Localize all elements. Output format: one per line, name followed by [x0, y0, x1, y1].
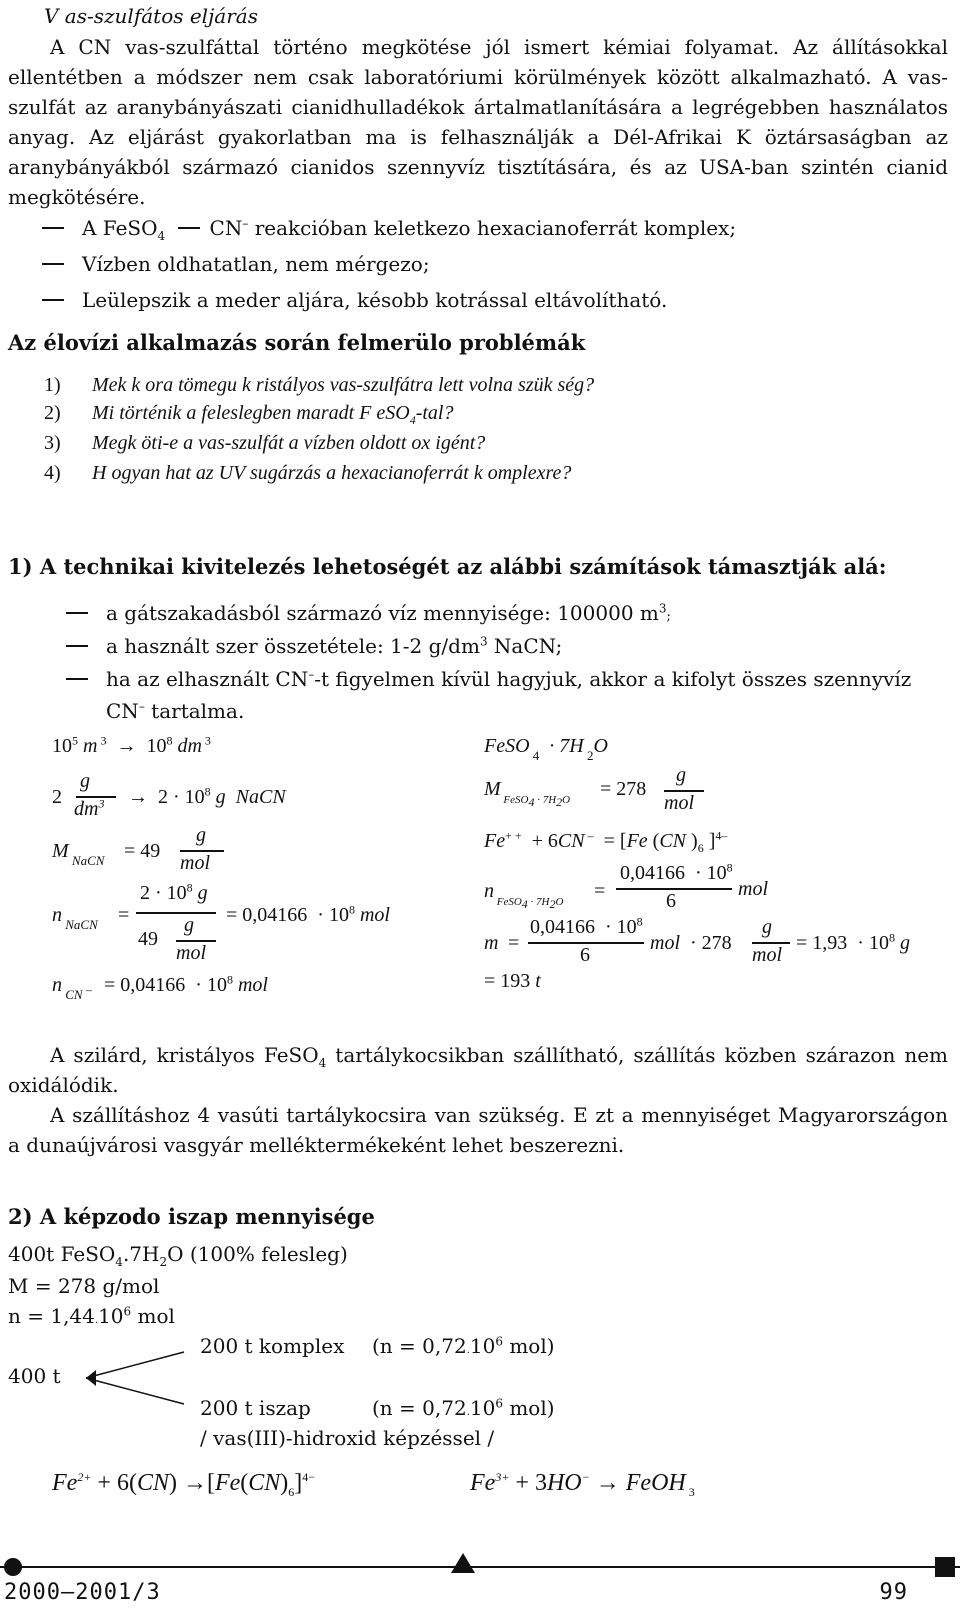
sludge-line-2: M = 278 g/mol: [8, 1274, 160, 1298]
problem-item: 3) Megk öti-e a vas-szulfát a vízben oldott ox igént?: [44, 432, 486, 454]
branch-complex-moles: ($n = 0,72.10^6$ mol): [372, 1334, 555, 1358]
problem-item: 1) Mek k ora tömegu k ristályos vas-szulfátra lett volna szük ség?: [44, 374, 595, 396]
supply-paragraph: A szállításhoz 4 vasúti tartálykocsira van szükség. E zt a mennyiséget Magyarországon a dunaújvárosi vasgyár melléktermékeként lehet beszerezni.: [8, 1103, 948, 1157]
problem-item: 4) H ogyan hat az UV sugárzás a hexacianoferrát k omplexre?: [44, 462, 572, 484]
eq-hydroxide-formation: $Fe^{3+} + 3HO^-$ → FeOH $_3$: [470, 1470, 695, 1499]
dash-icon: [42, 299, 64, 301]
calc-bullet-3-cont: CN– tartalma.: [106, 699, 245, 723]
eq-molar-mass: M $_{NaCN}$: [52, 840, 105, 868]
section-title: V as-szulfátos eljárás: [44, 4, 258, 28]
bullet-1: A FeSO$_4$ CN– reakcióban keletkezo hexacianoferrát komplex;: [42, 213, 736, 243]
dash-icon: [66, 645, 88, 647]
dash-icon: [42, 263, 64, 265]
dash-icon: [178, 227, 200, 229]
sludge-line-3: $n = 1,44.10^6$ mol: [8, 1304, 175, 1328]
branch-sludge-moles: ($n = 0,72.10^6$ mol): [372, 1396, 555, 1420]
branch-sludge: 200 t iszap: [200, 1396, 311, 1420]
calc-bullet-3: ha az elhasznált CN–-t figyelmen kívül hagyjuk, akkor a kifolyt összes szennyvíz: [66, 664, 911, 694]
eq-formula-mass: M $_{FeSO_4 \cdot 7H_2O}$: [484, 778, 571, 810]
bullet-2: Vízben oldhatatlan, nem mérgezo;: [42, 249, 430, 279]
eq-complex-reaction: Fe+ + + 6CN – = [Fe (CN )$_6$ ]$^{4-}$: [484, 828, 728, 855]
calc-heading: 1) A technikai kivitelezés lehetoségét az alábbi számítások támasztják alá:: [8, 554, 887, 579]
problems-heading: Az élovízi alkalmazás során felmerülo problémák: [8, 330, 586, 355]
eq-mass: m: [484, 932, 499, 954]
eq-conc-result: → $2 \cdot 10^8$ g NaCN: [128, 784, 286, 808]
eq-volume: $10^5$ m $^3 \to 10^8$ dm $^3$: [52, 733, 211, 757]
sludge-heading: 2) A képzodo iszap mennyisége: [8, 1204, 375, 1229]
footer-rule: [0, 1566, 960, 1568]
branch-note: / vas(III)-hidroxid képzéssel /: [200, 1426, 495, 1450]
dash-icon: [66, 678, 88, 680]
eq-formula: FeSO $_4$ · 7H $_2$O: [484, 735, 608, 763]
eq-moles: n $_{NaCN}$: [52, 904, 98, 932]
dash-icon: [66, 612, 88, 614]
eq-mass-tons: = 193 t: [484, 970, 541, 992]
circle-marker-icon: [2, 1556, 24, 1578]
square-marker-icon: [934, 1556, 956, 1578]
calc-bullet-1: a gátszakadásból származó víz mennyisége: 100000 $m^3$;: [66, 598, 671, 632]
calc-bullet-2: a használt szer összetétele: 1-2 $g/dm^3$ NaCN;: [66, 631, 562, 661]
eq-formula-moles: n $_{FeSO_4 \cdot 7H_2O}$: [484, 880, 564, 912]
eq-cn-moles: n $_{CN ^-}$: [52, 974, 92, 1002]
problem-item: 2) Mi történik a feleslegben maradt F eSO$_4$-tal?: [44, 402, 454, 427]
branch-total: 400 t: [8, 1364, 61, 1388]
branch-complex: 200 t komplex: [200, 1334, 345, 1358]
eq-complex-formation: $Fe^{2+} + 6(CN) \to[Fe(CN)_6]^{4-}$: [52, 1470, 316, 1499]
footer-page-number: 99: [879, 1580, 908, 1605]
page: V as-szulfátos eljárás A CN vas-szulfáttal történo megkötése jól ismert kémiai folyamat. Az állításokkal ellentétben a módszer nem csak laboratóriumi körülmények között alkalmazható. A vas-szulfát az aranybányászati cianidhulladékok ártalmatlanítására a legrégebben használatos anyag. Az eljárást gyakorlatban ma is felhasználják a Dél-Afrikai K öztársaságban az aranybányákból származó cianidos szennyvíz tisztítására, és az USA-ban szintén cianid megkötésére. A FeSO$_4$ CN– reakcióban keletkezo hexacianoferrát komplex; Vízben oldhatatlan, nem mérgezo; Leülepszik a meder aljára, késobb kotrással eltávolítható. Az élovízi alkalmazás során felmerülo problémák 1) Mek k ora tömegu k ristályos vas-szulfátra lett volna szük ség? 2) Mi történik a feleslegben maradt F eSO$_4$-tal? 3) Megk öti-e a vas-szulfát a vízben oldott ox igént? 4) H ogyan hat az UV sugárzás a hexacianoferrát k omplexre? 1) A technikai kivitelezés lehetoségét az alábbi számítások támasztják alá: a gátszakadásból származó víz mennyisége: 100000 $m^3$; a használt szer összetétele: 1-2 $g/dm^3$ NaCN; ha az elhasznált CN–-t figyelmen kívül hagyjuk, akkor a kifolyt összes szennyvíz CN– tartalma. $10^5$ m $^3 \to 10^8$ dm $^3$ 2 g $dm^3$ → $2 \cdot 10^8$ g NaCN M $_{NaCN}$ = 49 g mol n $_{NaCN}$ = $2 \cdot 10^8$ g 49 g mol = $0,04166 \cdot 10^8$ mol n $_{CN ^-}$ = $0,04166 \cdot 10^8$ mol FeSO $_4$ · 7H $_2$O M $_{FeSO_4 \cdot 7H_2O}$ = 278 g mol Fe+ + + 6CN – = [Fe (CN )$_6$ ]$^{4-}$ n $_{FeSO_4 \cdot 7H_2O}$ = $0,04166 \cdot 10^8$ 6 mol m = $0,04166 \cdot 10^8$ 6 mol · 278 g mol = $1,93 \cdot 10^8$ g = 193 t A szilárd, kristályos FeSO$_4$ tartálykocsikban szállítható, szállítás közben szárazon nem oxidálódik. A szállításhoz 4 vasúti tartálykocsira van szükség. E zt a mennyiséget Magyarországon a dunaújvárosi vasgyár melléktermékeként lehet beszerezni. 2) A képzodo iszap mennyisége 400t $FeSO_4.7H_2O$ (100% felesleg) M = 278 g/mol $n = 1,44.10^6$ mol 200 t komplex ($n = 0,72.10^6$ mol) 400 t 200 t iszap ($n = 0,72.10^6$ mol) / vas(III)-hidroxid képzéssel / $Fe^{2+} + 6(CN) \to[Fe(CN)_6]^{4-}$ $Fe^{3+} + 3HO^-$ → FeOH $_3$ 2000–2001/3 99: [0, 0, 960, 1616]
branch-arrows-icon: [80, 1348, 190, 1408]
triangle-marker-icon: [450, 1552, 476, 1574]
transport-paragraph: A szilárd, kristályos FeSO$_4$ tartálykocsikban szállítható, szállítás közben szárazon nem oxidálódik.: [8, 1043, 949, 1097]
dash-icon: [42, 227, 64, 229]
footer-issue: 2000–2001/3: [4, 1580, 161, 1605]
eq-conc-num: 2: [52, 786, 62, 808]
bullet-3: Leülepszik a meder aljára, késobb kotrással eltávolítható.: [42, 285, 667, 315]
intro-paragraph: A CN vas-szulfáttal történo megkötése jól ismert kémiai folyamat. Az állításokkal ellentétben a módszer nem csak laboratóriumi körülmények között alkalmazható. A vas-szulfát az aranybányászati cianidhulladékok ártalmatlanítására a legrégebben használatos anyag. Az eljárást gyakorlatban ma is felhasználják a Dél-Afrikai K öztársaságban az aranybányákból származó cianidos szennyvíz tisztítására, és az USA-ban szintén cianid megkötésére.: [8, 35, 948, 209]
sludge-line-1: 400t $FeSO_4.7H_2O$ (100% felesleg): [8, 1242, 348, 1269]
